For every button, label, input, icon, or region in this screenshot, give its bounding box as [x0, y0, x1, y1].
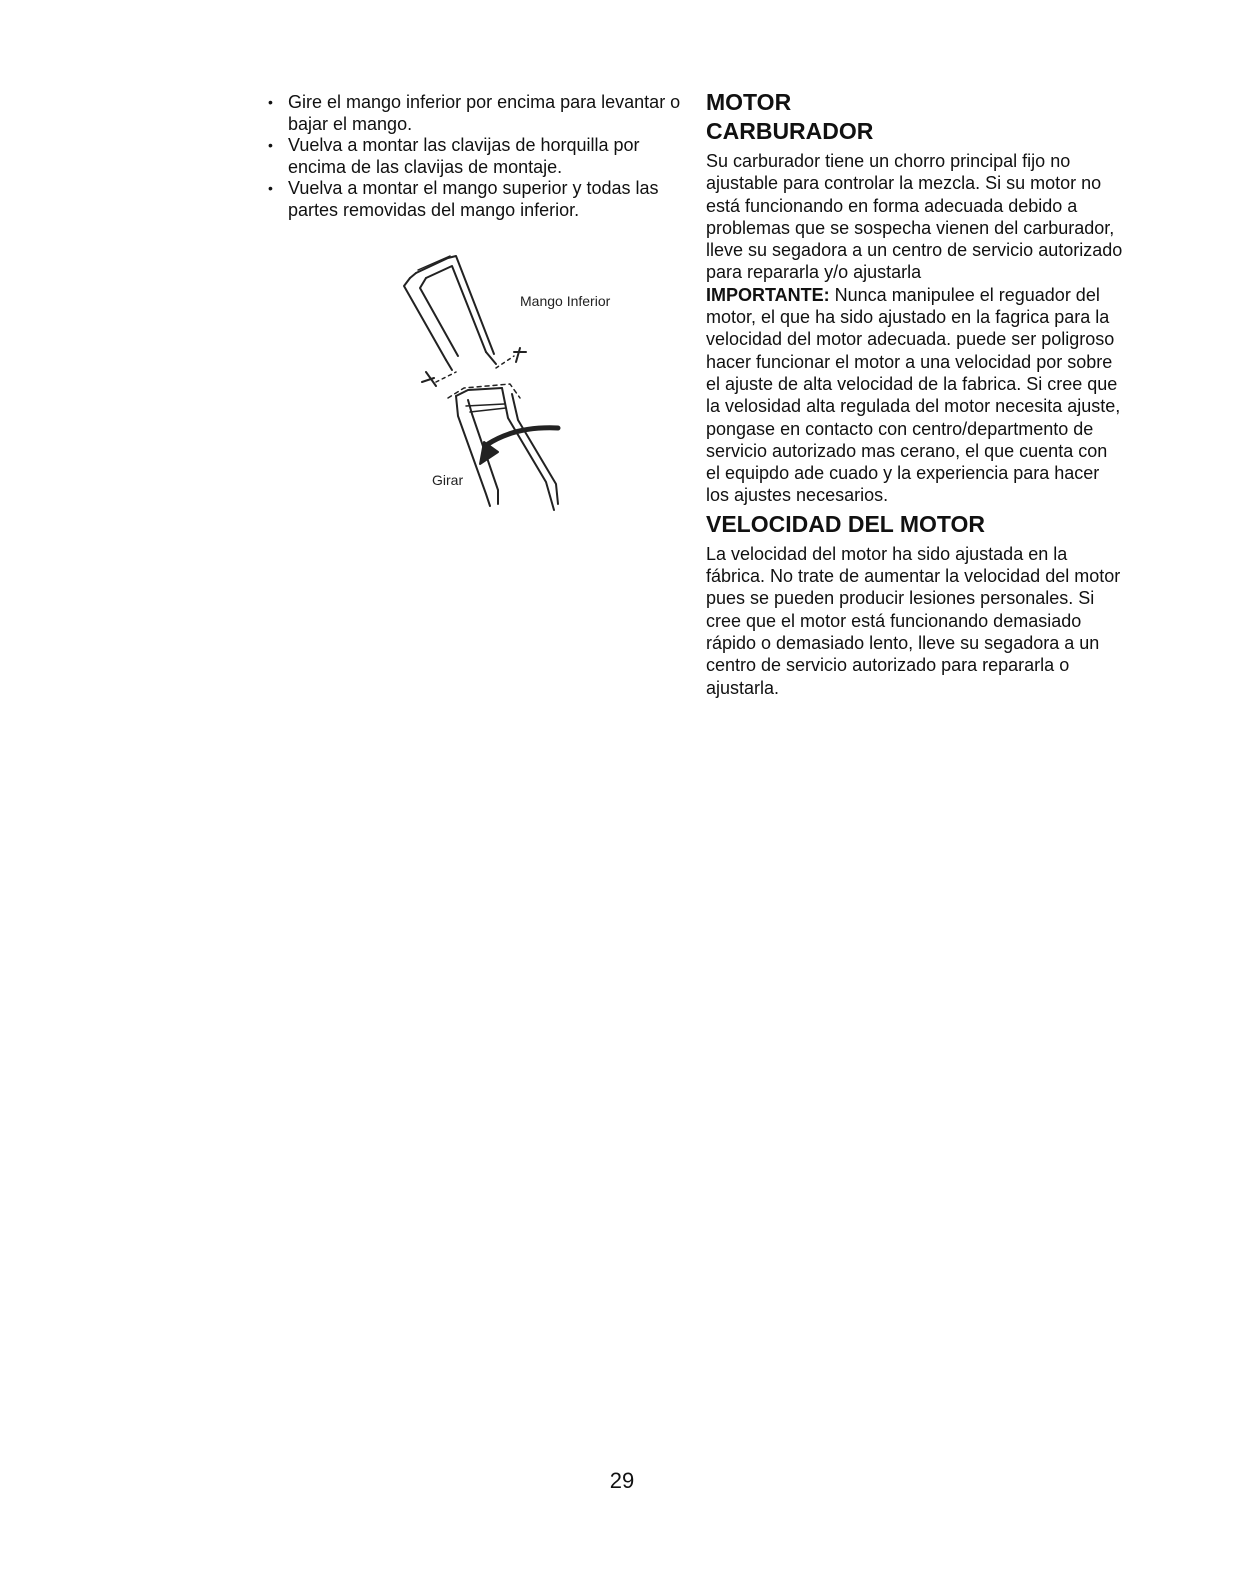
bullet-icon: •	[268, 94, 273, 110]
right-column	[706, 88, 1126, 699]
bullet-icon: •	[268, 180, 273, 196]
heading-carburador: CARBURADOR	[706, 118, 874, 144]
list-item: • Vuelva a montar el mango superior y todas las partes removidas del mango inferior.	[268, 178, 659, 220]
handle-illustration	[386, 248, 636, 528]
list-item: • Vuelva a montar las clavijas de horquilla por encima de las clavijas de montaje.	[268, 135, 640, 177]
important-paragraph	[706, 284, 1126, 507]
left-column	[264, 92, 684, 221]
important-label: IMPORTANTE:	[706, 284, 830, 305]
carburador-paragraph: Su carburador tiene un chorro principal fijo no ajustable para controlar la mezcla. Si su motor no está funcionando en forma adecuada debido a problemas que se sospecha vienen del carburador, lleve su segadora a un centro de servicio autorizado para repararla y/o ajustarla	[706, 151, 1123, 283]
label-girar: Girar	[432, 472, 464, 488]
list-item: • Gire el mango inferior por encima para levantar o bajar el mango.	[268, 92, 681, 134]
page-number: 29	[609, 1468, 635, 1493]
label-mango-inferior: Mango Inferior	[520, 293, 611, 309]
heading-velocidad-del-motor: VELOCIDAD DEL MOTOR	[706, 510, 985, 537]
bullet-icon: •	[268, 137, 273, 153]
heading-motor: MOTOR	[706, 89, 792, 115]
instruction-list	[264, 92, 684, 221]
velocidad-paragraph: La velocidad del motor ha sido ajustada en la fábrica. No trate de aumentar la velocidad del motor pues se pueden producir lesiones personales. Si cree que el motor está funcionando demasiado rápido o demasiado lento, lleve su segadora a un centro de servicio autorizado para repararla o ajustarla.	[706, 543, 1121, 698]
important-text: Nunca manipulee el reguador del motor, el que ha sido ajustado en la fagrica para la velocidad del motor adecuada. puede ser poligroso hacer funcionar el motor a una velocidad por sobre el ajuste de alta velocidad de la fabrica. Si cree que la velosidad alta regulada del motor necesita ajuste, pongase en contacto con centro/departmento de servicio autorizado mas cerano, el que cuenta con el equipdo ade cuado y la experiencia para hacer los ajustes necesarios.	[706, 284, 1121, 506]
mower-handle-drawing	[386, 248, 636, 528]
